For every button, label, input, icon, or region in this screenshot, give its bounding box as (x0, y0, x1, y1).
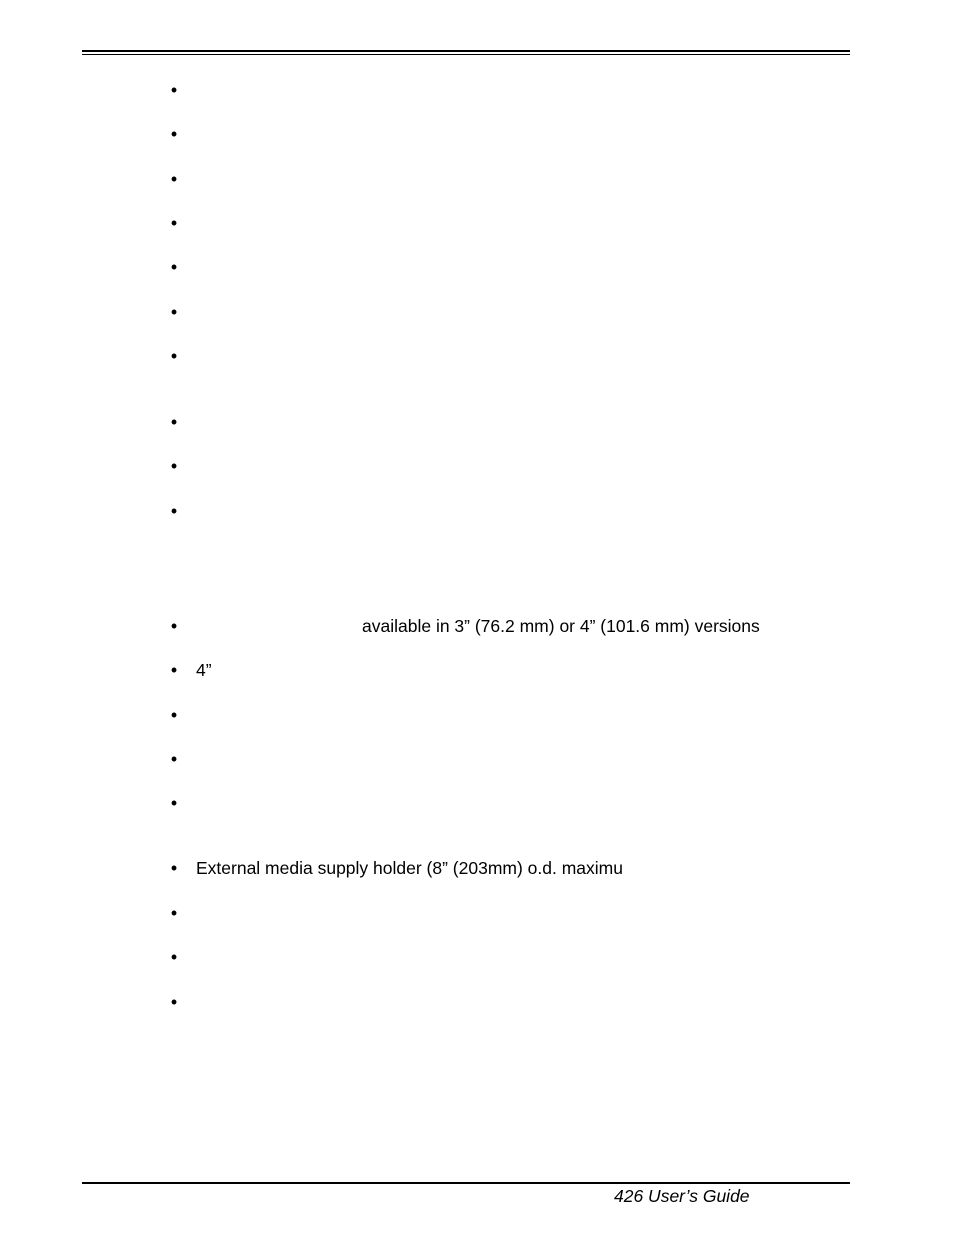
bullet-marker: • (170, 858, 178, 878)
bullet-marker: • (170, 616, 178, 636)
bullet-marker: • (170, 169, 178, 189)
bullet-marker: • (170, 660, 178, 680)
four-inch-text: 4” (196, 660, 212, 680)
header-rule (82, 50, 850, 52)
bullet-marker: • (170, 213, 178, 233)
media-width-text: available in 3” (76.2 mm) or 4” (101.6 mm) versions (362, 616, 760, 636)
header-rule-secondary (82, 54, 850, 55)
bullet-marker: • (170, 992, 178, 1012)
bullet-marker: • (170, 456, 178, 476)
bullet-marker: • (170, 124, 178, 144)
bullet-marker: • (170, 412, 178, 432)
bullet-marker: • (170, 501, 178, 521)
bullet-marker: • (170, 749, 178, 769)
bullet-marker: • (170, 346, 178, 366)
bullet-marker: • (170, 80, 178, 100)
bullet-marker: • (170, 257, 178, 277)
bullet-marker: • (170, 302, 178, 322)
bullet-marker: • (170, 947, 178, 967)
media-holder-text: External media supply holder (8” (203mm) o.d. maximu (196, 858, 623, 878)
footer-document-title: 426 User’s Guide (614, 1186, 750, 1206)
footer-rule (82, 1182, 850, 1184)
bullet-marker: • (170, 903, 178, 923)
bullet-marker: • (170, 793, 178, 813)
bullet-marker: • (170, 705, 178, 725)
